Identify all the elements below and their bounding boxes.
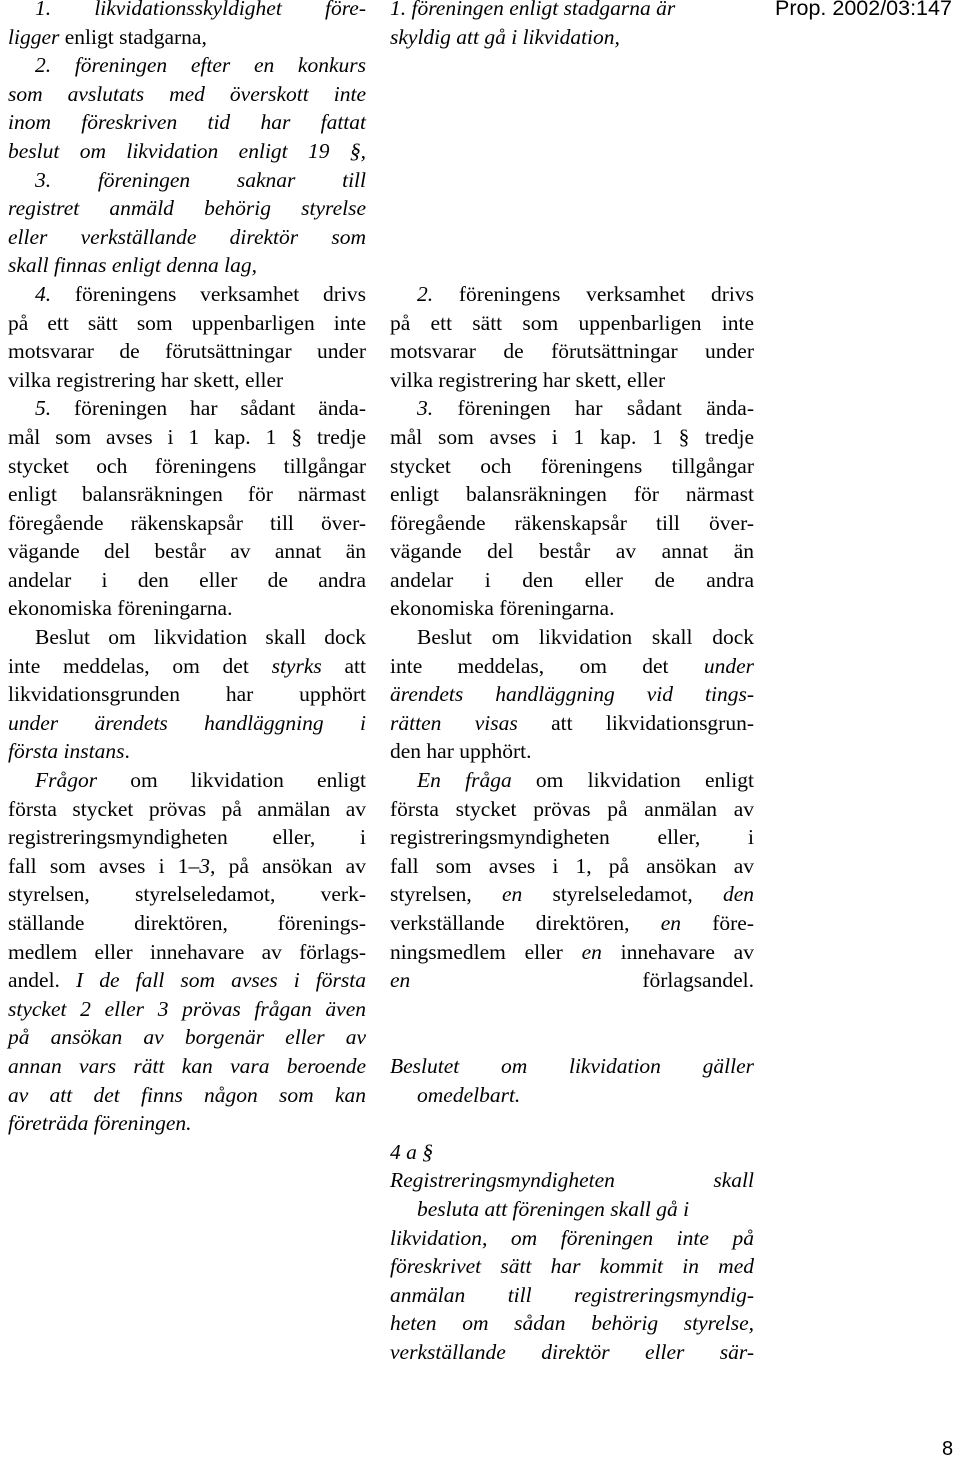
text-line [390, 1281, 754, 1310]
text-line [390, 1195, 754, 1224]
text-run: –3, [188, 853, 216, 878]
document-reference: Prop. 2002/03:147 [775, 0, 952, 20]
text-line [390, 938, 754, 967]
text-run: om likvidation enligt [97, 768, 366, 793]
text-run: vägande del består av annat än [8, 539, 366, 564]
text-run: likvidation, om föreningen inte på [390, 1225, 754, 1250]
text-run: beslut om likvidation enligt 19 §, [8, 138, 366, 163]
text-line [8, 452, 366, 481]
text-run: stycket och föreningens tillgångar [8, 453, 366, 478]
text-run: Beslutet om likvidation gäller [390, 1053, 754, 1078]
text-run: om likvidation enligt [511, 768, 754, 793]
text-run: 1. likvidationsskyldighet före- [35, 0, 366, 20]
text-run: föreningens verksamhet drivs [51, 281, 366, 306]
text-run: förlagsandel. [410, 968, 754, 993]
text-run: ställande direktören, förenings- [8, 911, 366, 935]
text-line [8, 366, 366, 395]
text-run: skall finnas enligt denna lag, [8, 253, 258, 278]
text-line [8, 680, 366, 709]
text-line [390, 966, 754, 995]
text-run: anmälan till registreringsmyndig- [390, 1282, 754, 1307]
text-line [8, 280, 366, 309]
text-line [390, 251, 754, 280]
text-run: av att det finns någon som kan [8, 1082, 366, 1107]
text-line [8, 108, 366, 137]
text-line [390, 423, 754, 452]
text-run: att [321, 653, 366, 678]
text-run: registreringsmyndigheten eller, i [390, 825, 754, 850]
text-run: verkställande direktören, [390, 911, 661, 935]
text-run: verkställande direktör eller sär- [390, 1339, 754, 1364]
left-column-text [8, 0, 366, 1138]
text-line [8, 1023, 366, 1052]
text-run: inte meddelas, om det [390, 653, 704, 678]
text-line [390, 337, 754, 366]
text-line [8, 566, 366, 595]
text-line [390, 166, 754, 195]
text-run: Frågor [35, 768, 98, 793]
text-run: ligger [8, 24, 60, 49]
text-run: Registreringsmyndigheten skall [390, 1168, 754, 1193]
text-run: fall som avses i 1 [8, 853, 189, 878]
text-line [390, 880, 754, 909]
text-line [390, 23, 754, 52]
text-run: som avslutats med överskott inte [8, 81, 366, 106]
text-line [390, 394, 754, 423]
text-run: vägande del består av annat än [390, 539, 754, 564]
text-run: föreningen har sådant ända- [433, 396, 754, 421]
text-run: 1. föreningen enligt stadgarna är [390, 0, 676, 20]
text-line [8, 137, 366, 166]
text-run: annan vars rätt kan vara beroende [8, 1053, 366, 1078]
text-run: Beslut om likvidation skall dock [417, 625, 754, 650]
text-run: föreningen har sådant ända- [51, 396, 366, 421]
text-run: 3. [417, 396, 434, 421]
text-line [390, 1052, 754, 1081]
text-run: fall som avses i 1, på ansökan av [390, 853, 754, 878]
text-line [8, 623, 366, 652]
text-line [8, 1052, 366, 1081]
text-run: den [722, 882, 754, 907]
text-line [390, 280, 754, 309]
text-line [8, 480, 366, 509]
text-run: En fråga [417, 768, 512, 793]
text-line [8, 51, 366, 80]
text-run: likvidationsgrunden har upphört [8, 682, 366, 707]
text-line [390, 480, 754, 509]
text-run: första stycket prövas på anmälan av [8, 796, 366, 821]
text-run: en [390, 968, 411, 993]
text-line [390, 0, 754, 23]
text-run: innehavare av [601, 939, 754, 964]
text-line [8, 852, 366, 881]
text-run: styrelseledamot, [522, 882, 723, 907]
text-line [390, 51, 754, 80]
text-run: vilka registrering har skett, eller [390, 367, 666, 392]
text-run: den har upphört. [390, 739, 532, 764]
text-run: registret anmäld behörig styrelse [8, 196, 366, 221]
text-line [8, 1081, 366, 1110]
text-line [8, 166, 366, 195]
text-run: på ett sätt som uppenbarligen inte [8, 310, 366, 335]
text-run: vilka registrering har skett, eller [8, 367, 284, 392]
text-run: enligt balansräkningen för närmast [8, 482, 366, 507]
text-run: företräda föreningen. [8, 1111, 192, 1136]
text-line [8, 966, 366, 995]
text-line [390, 366, 754, 395]
text-run: före- [681, 911, 754, 935]
text-line [8, 194, 366, 223]
text-line [8, 23, 366, 52]
text-run: . [124, 739, 130, 764]
text-line [390, 623, 754, 652]
text-line [390, 1166, 754, 1195]
text-line [390, 823, 754, 852]
text-run: 4 a § [390, 1139, 433, 1164]
text-run: första stycket prövas på anmälan av [390, 796, 754, 821]
text-run: 4. [35, 281, 52, 306]
text-run: 2. [417, 281, 434, 306]
text-run: första instans [8, 739, 125, 764]
text-run: motsvarar de förutsättningar under [8, 339, 366, 364]
text-run: styrelsen, [390, 882, 502, 907]
text-line [8, 766, 366, 795]
text-run: besluta att föreningen skall gå i [417, 1196, 690, 1221]
text-line [390, 309, 754, 338]
text-line [390, 680, 754, 709]
text-line [390, 1309, 754, 1338]
text-line [8, 737, 366, 766]
text-line [390, 1023, 754, 1052]
text-line [8, 537, 366, 566]
text-run: en [501, 882, 523, 907]
text-line [390, 1224, 754, 1253]
text-line [8, 594, 366, 623]
text-run: ekonomiska föreningarna. [390, 596, 615, 621]
text-line [8, 709, 366, 738]
text-line [390, 766, 754, 795]
text-line [390, 566, 754, 595]
text-line [390, 995, 754, 1024]
text-line [390, 1138, 754, 1167]
text-line [8, 995, 366, 1024]
text-line [390, 137, 754, 166]
text-line [8, 251, 366, 280]
text-run: en [581, 939, 602, 964]
text-run: ningsmedlem eller [390, 939, 582, 964]
text-run: 3. föreningen saknar till [35, 167, 366, 192]
text-line [8, 652, 366, 681]
text-line [390, 909, 754, 938]
text-run: föreningens verksamhet drivs [433, 281, 754, 306]
text-run: inte meddelas, om det [8, 653, 272, 678]
text-line [390, 452, 754, 481]
text-run: eller verkställande direktör som [8, 224, 366, 249]
text-run: stycket 2 eller 3 prövas frågan även [8, 996, 366, 1021]
text-run: föregående räkenskapsår till över- [390, 510, 754, 535]
text-line [8, 909, 366, 938]
text-line [8, 1109, 366, 1138]
text-run: på ansökan av [215, 853, 366, 878]
page-number: 8 [942, 1438, 954, 1460]
text-line [390, 194, 754, 223]
text-run: andelar i den eller de andra [8, 567, 366, 592]
text-line [390, 223, 754, 252]
text-run: enligt balansräkningen för närmast [390, 482, 754, 507]
text-run: andel. [8, 968, 77, 993]
text-run: under ärendets handläggning i [8, 710, 366, 735]
text-run: ekonomiska föreningarna. [8, 596, 233, 621]
text-run: styrelsen, styrelseledamot, verk- [8, 882, 366, 907]
text-run: skyldig att gå i likvidation, [390, 24, 620, 49]
right-column-text [390, 0, 754, 1367]
text-run: en [660, 911, 682, 935]
text-run: omedelbart. [417, 1082, 521, 1107]
text-line [8, 795, 366, 824]
text-line [8, 938, 366, 967]
text-run: föregående räkenskapsår till över- [8, 510, 366, 535]
text-line [8, 80, 366, 109]
text-line [390, 509, 754, 538]
text-run: heten om sådan behörig styrelse, [390, 1311, 754, 1336]
text-run: under [703, 653, 754, 678]
text-line [8, 394, 366, 423]
text-run: 2. föreningen efter en konkurs [35, 53, 366, 78]
text-run: att likvidationsgrun- [517, 710, 755, 735]
text-line [390, 1252, 754, 1281]
text-run: medlem eller innehavare av förlags- [8, 939, 366, 964]
text-run: stycket och föreningens tillgångar [390, 453, 754, 478]
text-run: på ansökan av borgenär eller av [8, 1025, 366, 1050]
text-run: registreringsmyndigheten eller, i [8, 825, 366, 850]
text-line [390, 852, 754, 881]
text-run: ärendets handläggning vid tings- [390, 682, 754, 707]
text-run: mål som avses i 1 kap. 1 § tredje [390, 424, 754, 449]
text-line [390, 652, 754, 681]
text-line [390, 80, 754, 109]
text-run: enligt stadgarna, [59, 24, 207, 49]
text-run: på ett sätt som uppenbarligen inte [390, 310, 754, 335]
text-line [390, 594, 754, 623]
text-line [8, 0, 366, 23]
text-line [390, 537, 754, 566]
text-line [390, 795, 754, 824]
text-line [8, 223, 366, 252]
text-line [8, 337, 366, 366]
text-line [390, 1338, 754, 1367]
text-line [390, 108, 754, 137]
text-run: styrks [271, 653, 322, 678]
text-run: Beslut om likvidation skall dock [35, 625, 366, 650]
text-line [390, 709, 754, 738]
text-run: mål som avses i 1 kap. 1 § tredje [8, 424, 366, 449]
text-run: föreskrivet sätt har kommit in med [390, 1254, 754, 1279]
text-line [8, 309, 366, 338]
text-run: andelar i den eller de andra [390, 567, 754, 592]
text-line [390, 1081, 754, 1110]
text-line [8, 509, 366, 538]
text-run: rätten visas [390, 710, 518, 735]
text-run: motsvarar de förutsättningar under [390, 339, 754, 364]
text-run: 5. [35, 396, 52, 421]
text-run: inom föreskriven tid har fattat [8, 110, 366, 135]
text-line [390, 737, 754, 766]
text-line [390, 1109, 754, 1138]
text-line [8, 823, 366, 852]
text-line [8, 423, 366, 452]
text-line [8, 880, 366, 909]
text-run: I de fall som avses i första [76, 968, 366, 993]
